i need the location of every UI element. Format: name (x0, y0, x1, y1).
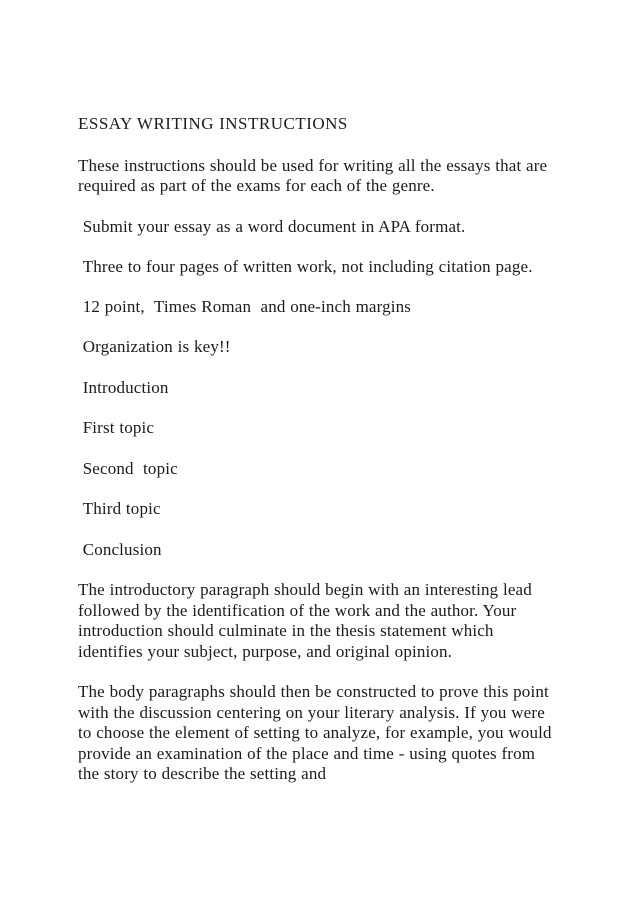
outline-item-first-topic: First topic (78, 418, 155, 437)
organization-heading: Organization is key!! (78, 337, 231, 356)
document-title: ESSAY WRITING INSTRUCTIONS (78, 114, 348, 133)
outline-item-conclusion: Conclusion (78, 539, 162, 559)
requirement-page-length: Three to four pages of written work, not including citation page. (78, 257, 533, 276)
paragraph-introductory-guidance: The introductory paragraph should begin with an interesting lead followed by the identification of the work and the author. Your introduction should culminate in the thesis statement which identifies your subject, purpose, and original opinion. (78, 580, 537, 661)
outline-item-second-topic: Second topic (78, 458, 178, 478)
outline-item-introduction: Introduction (78, 377, 169, 397)
requirement-typography: 12 point, Times Roman and one-inch margins (78, 296, 412, 316)
paragraph-intro-instructions: These instructions should be used for writing all the essays that are required as part of the exams for each of the genre. (78, 155, 552, 195)
outline-item-third-topic: Third topic (78, 499, 161, 518)
paragraph-body-guidance: The body paragraphs should then be constructed to prove this point with the discussion centering on your literary analysis. If you were to choose the element of setting to analyze, for example, you would provide an examination of the place and time - using quotes from the story to describe the setting and (78, 682, 557, 783)
document-text-body (78, 114, 560, 785)
requirement-submission-format: Submit your essay as a word document in APA format. (78, 216, 466, 236)
